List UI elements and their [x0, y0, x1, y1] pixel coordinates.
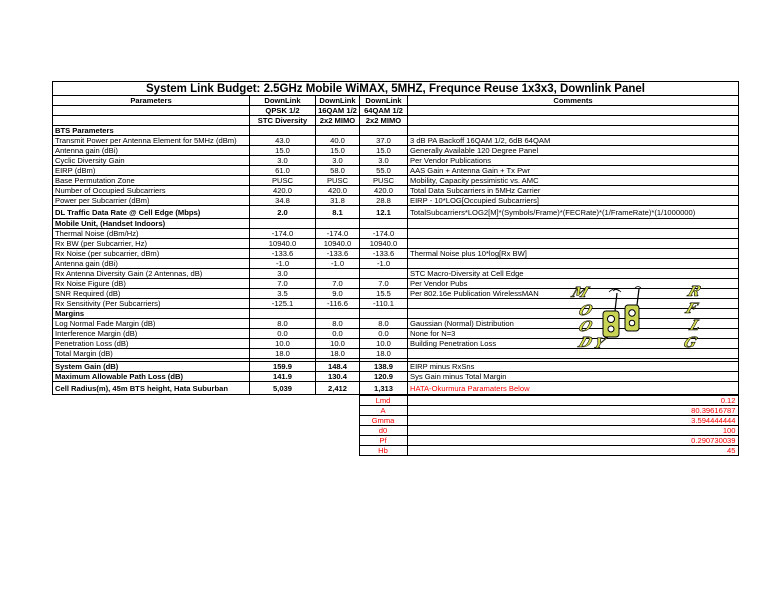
row-value-downlink-2: 58.0 — [316, 166, 360, 176]
logo-letter: O — [576, 318, 595, 335]
row-comment: Mobility, Capacity pessimistic vs. AMC — [408, 176, 739, 186]
row-value-downlink-2: 18.0 — [316, 349, 360, 359]
row-value-downlink-3: 120.9 — [360, 372, 408, 382]
row-comment: Sys Gain minus Total Margin — [408, 372, 739, 382]
row-comment: HATA-Okurmura Paramaters Below — [408, 382, 739, 395]
logo-letter: Y — [591, 335, 608, 352]
row-value-downlink-2: 130.4 — [316, 372, 360, 382]
row-value-downlink-3: 420.0 — [360, 186, 408, 196]
table-row — [53, 156, 739, 166]
row-comment: Total Data Subcarriers in 5MHz Carrier — [408, 186, 739, 196]
hata-row — [52, 436, 738, 446]
row-value-downlink-1: 7.0 — [250, 279, 316, 289]
hata-parameters-table — [52, 395, 739, 456]
row-value-downlink-2 — [316, 309, 360, 319]
row-value-downlink-3 — [360, 309, 408, 319]
row-value-downlink-2: 148.4 — [316, 362, 360, 372]
hata-spacer — [52, 436, 359, 446]
row-comment: Generally Available 120 Degree Panel — [408, 146, 739, 156]
table-row — [53, 382, 739, 395]
header-modulation-3: 64QAM 1/2 — [360, 106, 408, 116]
header-downlink-2: DownLink — [316, 96, 360, 106]
hata-value: 80.39616787 — [407, 406, 738, 416]
row-value-downlink-2: 420.0 — [316, 186, 360, 196]
row-label: Base Permutation Zone — [53, 176, 250, 186]
logo-letter: D — [576, 334, 595, 351]
row-comment — [408, 239, 739, 249]
row-value-downlink-3: 15.5 — [360, 289, 408, 299]
hata-row — [52, 426, 738, 436]
hata-label: d0 — [359, 426, 407, 436]
hata-row — [52, 396, 738, 406]
header-modulation-2: 16QAM 1/2 — [316, 106, 360, 116]
hata-label: A — [359, 406, 407, 416]
row-value-downlink-3: 0.0 — [360, 329, 408, 339]
row-comment: TotalSubcarriers*LOG2[M]*(Symbols/Frame)*(FECRate)*(1/FrameRate)*(1/1000000) — [408, 206, 739, 219]
row-value-downlink-1: 18.0 — [250, 349, 316, 359]
row-label: DL Traffic Data Rate @ Cell Edge (Mbps) — [53, 206, 250, 219]
row-value-downlink-3: 10940.0 — [360, 239, 408, 249]
row-value-downlink-1: -1.0 — [250, 259, 316, 269]
row-label: Antenna gain (dBi) — [53, 259, 250, 269]
row-label: Interference Margin (dB) — [53, 329, 250, 339]
row-value-downlink-3: 10.0 — [360, 339, 408, 349]
header-comments: Comments — [408, 96, 739, 106]
hata-parameters-body — [52, 396, 738, 456]
table-row — [53, 269, 739, 279]
table-row — [53, 166, 739, 176]
header-antenna-2: 2x2 MIMO — [316, 116, 360, 126]
row-value-downlink-1: PUSC — [250, 176, 316, 186]
hata-value: 45 — [407, 446, 738, 456]
row-comment: Per Vendor Pubs — [408, 279, 739, 289]
row-value-downlink-3: 28.8 — [360, 196, 408, 206]
row-value-downlink-3: 18.0 — [360, 349, 408, 359]
row-comment: Gaussian (Normal) Distribution — [408, 319, 739, 329]
row-value-downlink-3: 15.0 — [360, 146, 408, 156]
logo-letter: R — [685, 283, 704, 300]
row-value-downlink-3: 55.0 — [360, 166, 408, 176]
row-label: Antenna gain (dBi) — [53, 146, 250, 156]
hata-label: Pf — [359, 436, 407, 446]
logo-letter: M — [569, 284, 592, 301]
header-antenna-1: STC Diversity — [250, 116, 316, 126]
row-value-downlink-1 — [250, 309, 316, 319]
row-value-downlink-1: 43.0 — [250, 136, 316, 146]
hata-label: Lmd — [359, 396, 407, 406]
table-row — [53, 362, 739, 372]
row-label: Rx Noise (per subcarrier, dBm) — [53, 249, 250, 259]
row-comment: Per Vendor Publications — [408, 156, 739, 166]
row-comment — [408, 259, 739, 269]
hata-label: Hb — [359, 446, 407, 456]
sheet-title: System Link Budget: 2.5GHz Mobile WiMAX, 5MHZ, Frequnce Reuse 1x3x3, Downlink Panel — [53, 82, 739, 96]
row-value-downlink-2 — [316, 219, 360, 229]
row-label: Penetration Loss (dB) — [53, 339, 250, 349]
logo-letter: O — [576, 302, 595, 319]
row-value-downlink-2: 40.0 — [316, 136, 360, 146]
table-row — [53, 219, 739, 229]
table-row — [53, 372, 739, 382]
row-value-downlink-3 — [360, 219, 408, 229]
header-downlink-1: DownLink — [250, 96, 316, 106]
row-comment: AAS Gain + Antenna Gain + Tx Pwr — [408, 166, 739, 176]
link-budget-sheet — [52, 81, 738, 456]
table-row — [53, 186, 739, 196]
logo-letter: F — [683, 300, 700, 317]
row-value-downlink-1: -125.1 — [250, 299, 316, 309]
table-row — [53, 126, 739, 136]
row-label: Cyclic Diversity Gain — [53, 156, 250, 166]
row-value-downlink-2: -174.0 — [316, 229, 360, 239]
row-comment: Per 802.16e Publication WirelessMAN — [408, 289, 739, 299]
row-label: Margins — [53, 309, 250, 319]
row-value-downlink-3: -133.6 — [360, 249, 408, 259]
row-value-downlink-1: 3.0 — [250, 269, 316, 279]
table-row — [53, 146, 739, 156]
row-value-downlink-3: PUSC — [360, 176, 408, 186]
row-value-downlink-1: 34.8 — [250, 196, 316, 206]
row-value-downlink-2: 15.0 — [316, 146, 360, 156]
hata-value: 0.12 — [407, 396, 738, 406]
row-value-downlink-2: 10940.0 — [316, 239, 360, 249]
header-row-3 — [53, 116, 739, 126]
hata-spacer — [52, 406, 359, 416]
row-label: Total Margin (dB) — [53, 349, 250, 359]
row-value-downlink-3 — [360, 269, 408, 279]
row-value-downlink-3: -110.1 — [360, 299, 408, 309]
header-blank — [53, 106, 250, 116]
hata-row — [52, 416, 738, 426]
hata-spacer — [52, 426, 359, 436]
row-value-downlink-3: 1,313 — [360, 382, 408, 395]
row-value-downlink-2: PUSC — [316, 176, 360, 186]
table-row — [53, 259, 739, 269]
row-comment: STC Macro-Diversity at Cell Edge — [408, 269, 739, 279]
table-row — [53, 176, 739, 186]
row-value-downlink-3 — [360, 126, 408, 136]
row-value-downlink-1: 3.5 — [250, 289, 316, 299]
row-value-downlink-2: -116.6 — [316, 299, 360, 309]
hata-row — [52, 406, 738, 416]
row-label: Rx Sensitivity (Per Subcarriers) — [53, 299, 250, 309]
header-parameters: Parameters — [53, 96, 250, 106]
row-value-downlink-2: 31.8 — [316, 196, 360, 206]
row-value-downlink-2: 3.0 — [316, 156, 360, 166]
row-value-downlink-2: 8.1 — [316, 206, 360, 219]
table-row — [53, 136, 739, 146]
row-value-downlink-3: -174.0 — [360, 229, 408, 239]
row-label: Rx BW (per Subcarrier, Hz) — [53, 239, 250, 249]
row-value-downlink-3: 12.1 — [360, 206, 408, 219]
row-comment — [408, 126, 739, 136]
row-comment: EIRP - 10*LOG[Occupied Subcarriers] — [408, 196, 739, 206]
row-comment — [408, 229, 739, 239]
row-label: Thermal Noise (dBm/Hz) — [53, 229, 250, 239]
table-row — [53, 229, 739, 239]
row-value-downlink-3: 37.0 — [360, 136, 408, 146]
mrfoodly-logo — [563, 283, 713, 353]
logo-letter: G — [681, 334, 700, 351]
row-value-downlink-1: -174.0 — [250, 229, 316, 239]
row-value-downlink-2: 10.0 — [316, 339, 360, 349]
row-label: SNR Required (dB) — [53, 289, 250, 299]
header-row-2 — [53, 106, 739, 116]
walkie-talkie-radios-icon — [603, 287, 641, 338]
table-row — [53, 196, 739, 206]
row-label: Mobile Unit, (Handset Indoors) — [53, 219, 250, 229]
row-value-downlink-2: 0.0 — [316, 329, 360, 339]
title-row — [53, 82, 739, 96]
row-value-downlink-2: -1.0 — [316, 259, 360, 269]
row-value-downlink-3: 8.0 — [360, 319, 408, 329]
row-comment — [408, 219, 739, 229]
hata-spacer — [52, 396, 359, 406]
row-value-downlink-2 — [316, 269, 360, 279]
row-value-downlink-3: 3.0 — [360, 156, 408, 166]
header-antenna-3: 2x2 MIMO — [360, 116, 408, 126]
row-comment: 3 dB PA Backoff 16QAM 1/2, 6dB 64QAM — [408, 136, 739, 146]
row-value-downlink-1: 10940.0 — [250, 239, 316, 249]
row-label: System Gain (dB) — [53, 362, 250, 372]
row-value-downlink-2: 2,412 — [316, 382, 360, 395]
header-blank — [408, 106, 739, 116]
row-value-downlink-3: 138.9 — [360, 362, 408, 372]
row-value-downlink-1: 0.0 — [250, 329, 316, 339]
row-value-downlink-1: 3.0 — [250, 156, 316, 166]
table-row — [53, 239, 739, 249]
row-value-downlink-2: -133.6 — [316, 249, 360, 259]
row-value-downlink-1: 61.0 — [250, 166, 316, 176]
header-blank — [53, 116, 250, 126]
row-label: Cell Radius(m), 45m BTS height, Hata Suburban — [53, 382, 250, 395]
row-comment: None for N=3 — [408, 329, 739, 339]
table-row — [53, 206, 739, 219]
header-row-1 — [53, 96, 739, 106]
row-label: BTS Parameters — [53, 126, 250, 136]
logo-letter: L — [687, 317, 704, 334]
hata-value: 3.594444444 — [407, 416, 738, 426]
row-label: Number of Occupied Subcarriers — [53, 186, 250, 196]
row-label: EIRP (dBm) — [53, 166, 250, 176]
row-comment: Building Penetration Loss — [408, 339, 739, 349]
row-label: Log Normal Fade Margin (dB) — [53, 319, 250, 329]
row-value-downlink-1: 141.9 — [250, 372, 316, 382]
row-value-downlink-3: 7.0 — [360, 279, 408, 289]
hata-spacer — [52, 416, 359, 426]
row-value-downlink-1: 159.9 — [250, 362, 316, 372]
hata-value: 0.290730039 — [407, 436, 738, 446]
row-label: Rx Antenna Diversity Gain (2 Antennas, dB) — [53, 269, 250, 279]
row-value-downlink-1: 5,039 — [250, 382, 316, 395]
row-comment: EIRP minus RxSns — [408, 362, 739, 372]
row-value-downlink-3: -1.0 — [360, 259, 408, 269]
row-value-downlink-1: 10.0 — [250, 339, 316, 349]
row-value-downlink-2 — [316, 126, 360, 136]
row-value-downlink-2: 7.0 — [316, 279, 360, 289]
hata-value: 100 — [407, 426, 738, 436]
row-value-downlink-2: 9.0 — [316, 289, 360, 299]
row-value-downlink-1: 2.0 — [250, 206, 316, 219]
row-value-downlink-2: 8.0 — [316, 319, 360, 329]
row-value-downlink-1: 8.0 — [250, 319, 316, 329]
row-comment: Thermal Noise plus 10*log[Rx BW] — [408, 249, 739, 259]
row-label: Maximum Allowable Path Loss (dB) — [53, 372, 250, 382]
row-label: Rx Noise Figure (dB) — [53, 279, 250, 289]
header-blank — [408, 116, 739, 126]
row-value-downlink-1: -133.6 — [250, 249, 316, 259]
header-downlink-3: DownLink — [360, 96, 408, 106]
hata-row — [52, 446, 738, 456]
hata-spacer — [52, 446, 359, 456]
table-row — [53, 249, 739, 259]
row-value-downlink-1 — [250, 126, 316, 136]
row-value-downlink-1: 420.0 — [250, 186, 316, 196]
row-label: Transmit Power per Antenna Element for 5MHz (dBm) — [53, 136, 250, 146]
header-modulation-1: QPSK 1/2 — [250, 106, 316, 116]
row-value-downlink-1 — [250, 219, 316, 229]
hata-label: Gmma — [359, 416, 407, 426]
row-label: Power per Subcarrier (dBm) — [53, 196, 250, 206]
row-value-downlink-1: 15.0 — [250, 146, 316, 156]
